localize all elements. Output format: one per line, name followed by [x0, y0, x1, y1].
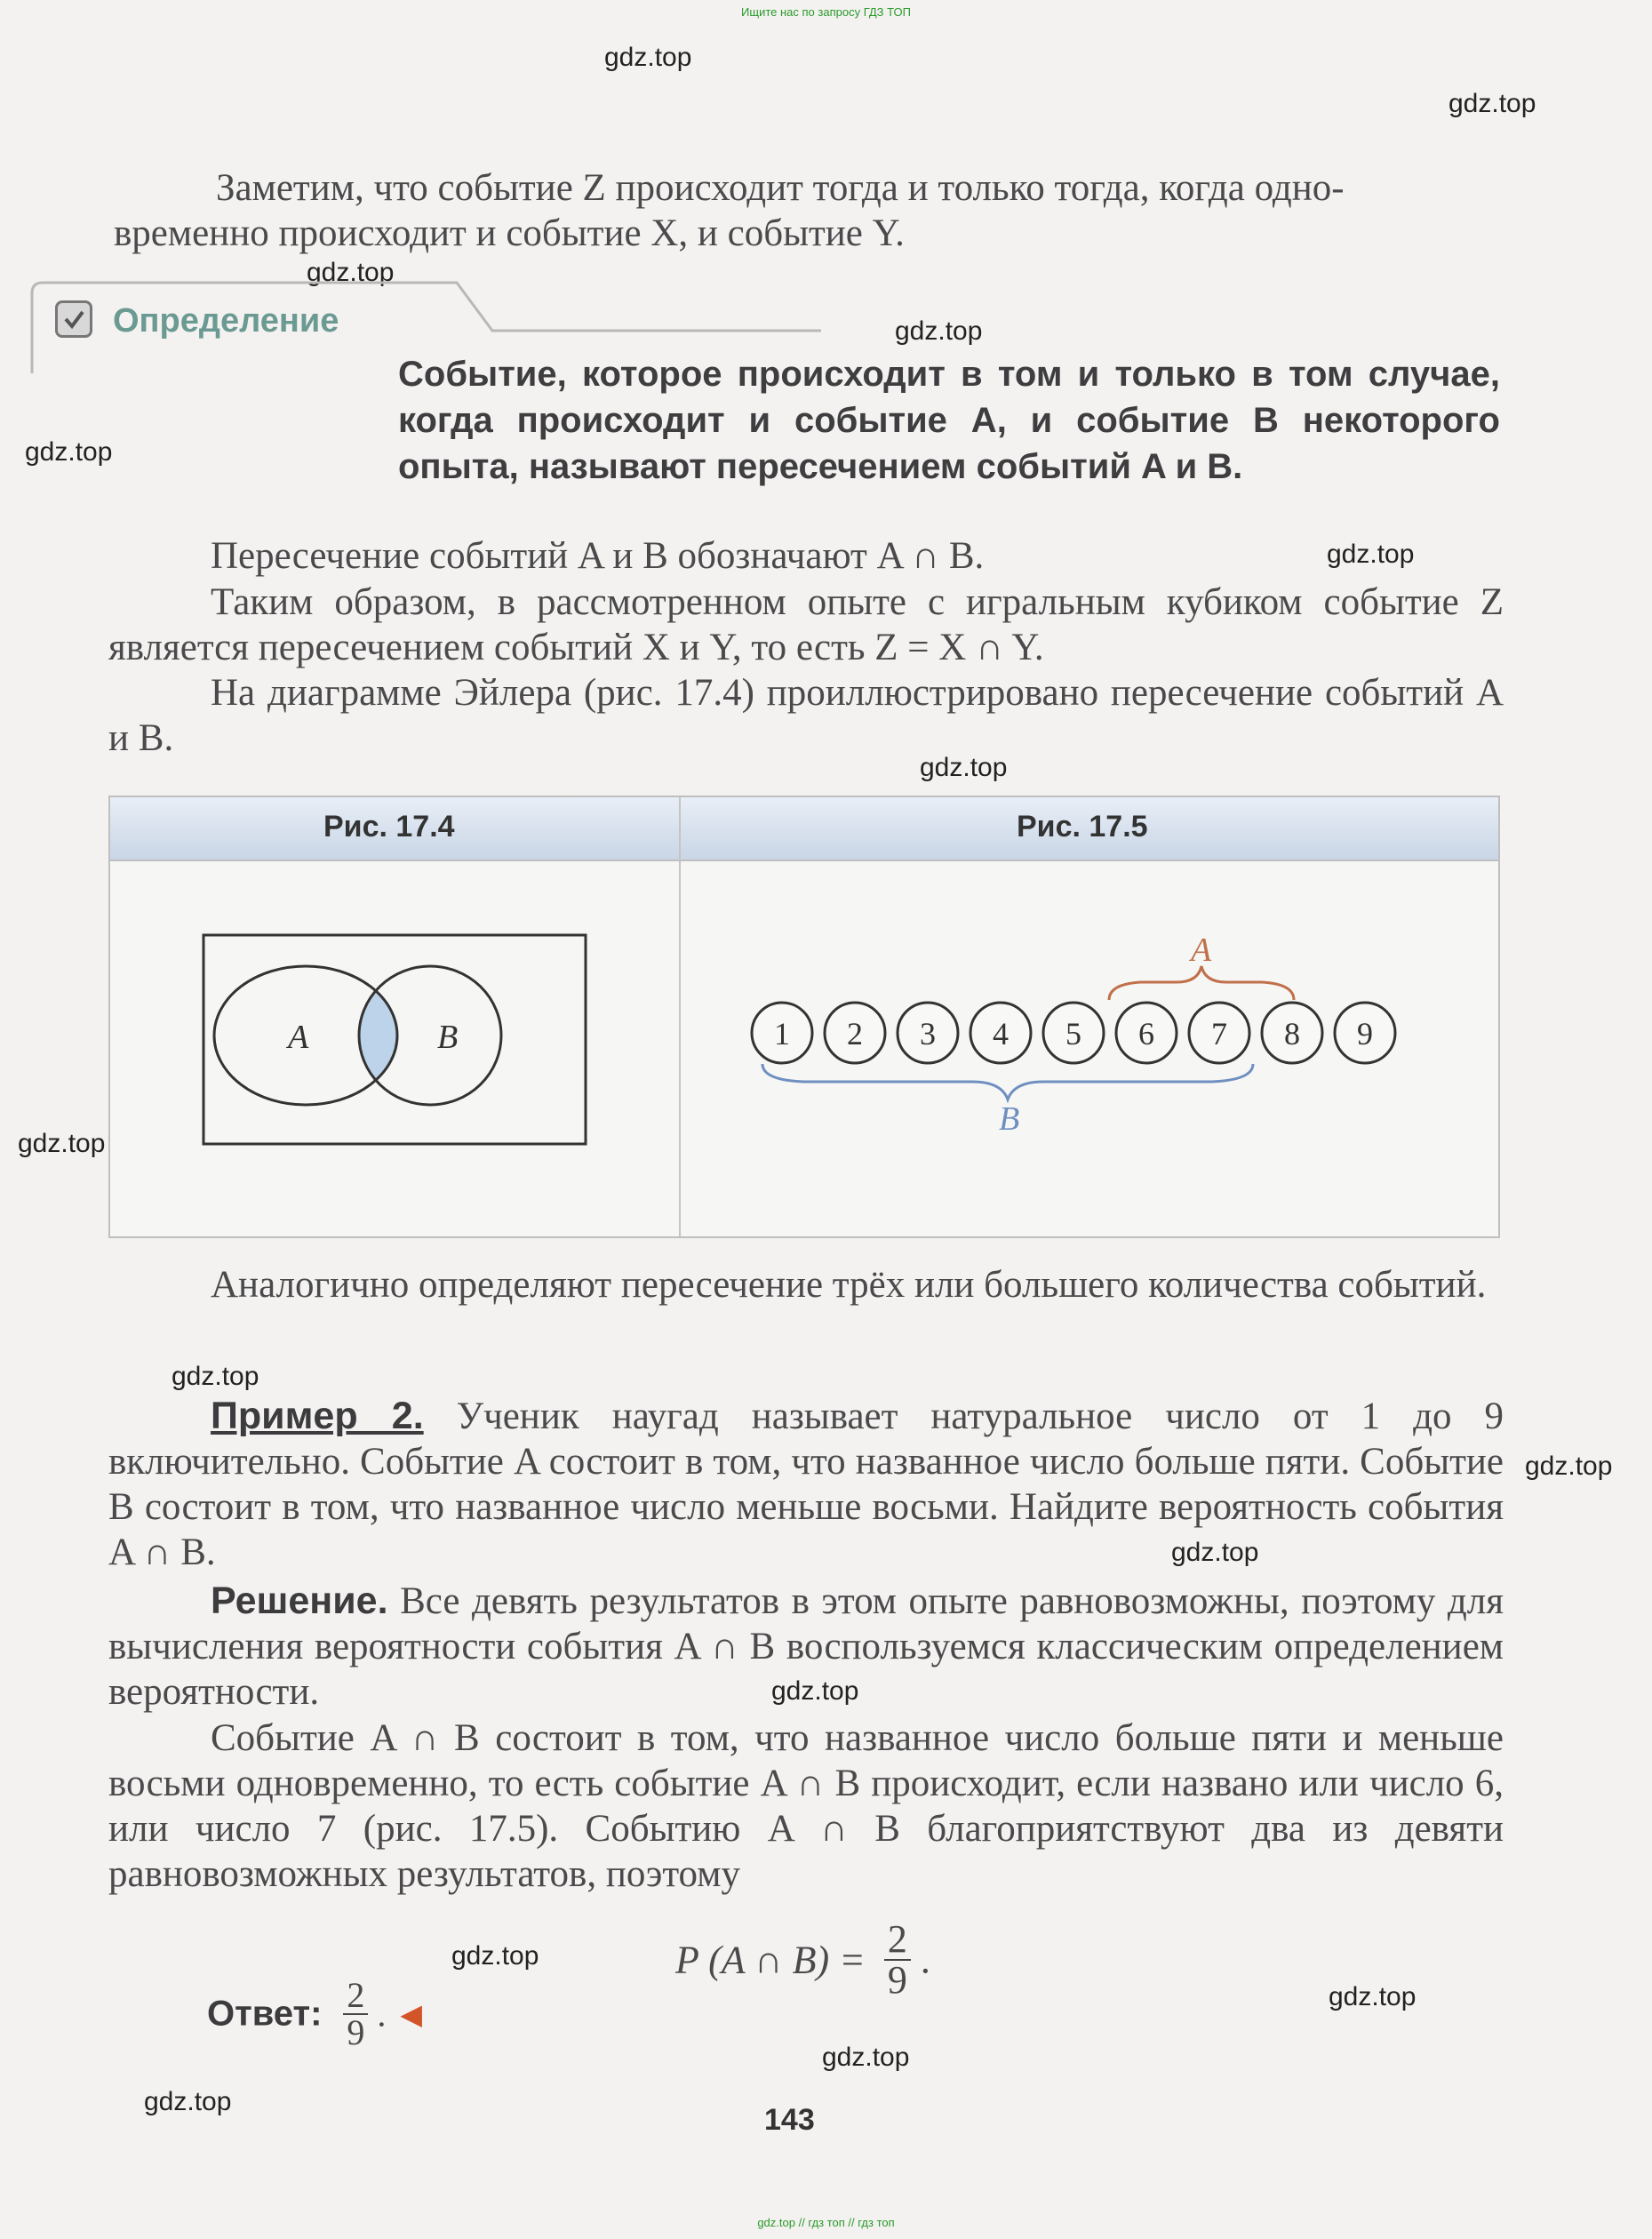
page-number: 143: [764, 2103, 815, 2137]
end-marker-icon: ◀: [400, 1998, 423, 2030]
example-text: Ученик наугад называет натуральное число от 1 до 9 включительно. Событие A состоит в том, что названное число больше пяти. Событие B состоит в том, что названное число меньше восьми. Найдите вероятность события A ∩ B.: [108, 1395, 1504, 1573]
table-header: [110, 797, 1498, 861]
watermark: gdz.top: [1329, 1982, 1417, 2011]
answer: Ответ: $\frac{2}{9}$ . ◀: [207, 1975, 423, 2052]
watermark: gdz.top: [822, 2043, 910, 2072]
answer-numerator: 2: [343, 1978, 368, 2015]
number-label: 1: [774, 1016, 790, 1052]
answer-label: Ответ:: [207, 1994, 323, 2034]
formula: P (A ∩ B) = $\frac{2}{9}$ .: [675, 1917, 930, 2002]
definition-text: Событие, которое происходит в том и только в том случае, когда происходит и событие A, и событие B некоторого опыта, называют пересечением событий A и B.: [398, 355, 1500, 486]
figure-17-5-title: Рис. 17.5: [1017, 810, 1148, 844]
watermark: gdz.top: [18, 1129, 106, 1158]
number-label: 9: [1357, 1016, 1373, 1052]
figures-table: [108, 796, 1500, 1238]
brace-b-label: B: [999, 1100, 1020, 1138]
number-label: 3: [920, 1016, 936, 1052]
paragraph-euler: На диаграмме Эйлера (рис. 17.4) проиллюстрировано пересечение событий A и B.: [108, 672, 1504, 759]
watermark: gdz.top: [25, 437, 113, 467]
number-label: 6: [1138, 1016, 1154, 1052]
paragraph-intro: [114, 165, 1509, 256]
brace-a: [1109, 966, 1294, 1000]
number-label: 2: [847, 1016, 863, 1052]
watermark: gdz.top: [1448, 89, 1536, 118]
formula-denominator: 9: [887, 1958, 907, 2002]
watermark: gdz.top: [604, 43, 692, 72]
table-divider: [679, 797, 681, 1236]
set-a-label: A: [288, 1019, 309, 1056]
watermark: gdz.top: [1171, 1538, 1259, 1567]
answer-fraction: [343, 1975, 368, 2052]
numbers-diagram: [750, 904, 1461, 1138]
formula-numerator: 2: [884, 1920, 911, 1961]
paragraph-intersection: Событие A ∩ B состоит в том, что названное число больше пяти и меньше восьми одновременно, то есть событие A ∩ B происходит, если названо или число 6, или число 7 (рис. 17.5). Событию A ∩ B благоприятствуют два из девяти равновозможных результатов, поэтому: [108, 1717, 1504, 1895]
solution-text: Все девять результатов в этом опыте равновозможны, поэтому для вычисления вероятности события A ∩ B воспользуемся классическим определением вероятности.: [108, 1580, 1504, 1713]
number-label: 5: [1065, 1016, 1081, 1052]
watermark: gdz.top: [307, 258, 395, 287]
formula-lhs: P (A ∩ B) =: [675, 1938, 866, 1982]
example-paragraph: [108, 1394, 1504, 1575]
figure-17-4-title: Рис. 17.4: [323, 810, 455, 844]
watermark: gdz.top: [771, 1676, 859, 1706]
checkmark-icon: [55, 300, 92, 338]
watermark: gdz.top: [920, 753, 1008, 782]
paragraph-three-events: Аналогично определяют пересечение трёх или большего количества событий.: [211, 1264, 1487, 1306]
number-label: 8: [1284, 1016, 1300, 1052]
watermark: gdz.top: [1327, 540, 1415, 569]
definition-title: Определение: [113, 302, 339, 340]
brace-a-label: A: [1191, 932, 1212, 969]
solution-label: Решение.: [211, 1579, 388, 1622]
formula-fraction: [884, 1917, 911, 2002]
watermark: gdz.top: [451, 1941, 539, 1971]
number-label: 7: [1211, 1016, 1227, 1052]
paragraph-notation: Пересечение событий A и B обозначают A ∩ B.: [211, 535, 985, 577]
example-label: Пример 2.: [211, 1395, 424, 1437]
brace-b: [762, 1064, 1253, 1100]
watermark: gdz.top: [1525, 1451, 1613, 1481]
paragraph-line: временно происходит и событие X, и событие Y.: [114, 212, 905, 254]
paragraph-line: Заметим, что событие Z происходит тогда и только тогда, когда одно-: [216, 167, 1345, 209]
set-b-label: B: [437, 1019, 459, 1056]
watermark: gdz.top: [172, 1362, 259, 1391]
venn-diagram: [199, 931, 590, 1153]
solution-paragraph: [108, 1579, 1504, 1715]
watermark: gdz.top: [895, 316, 983, 346]
footer-note: gdz.top // гдз топ // гдз топ: [757, 2216, 895, 2229]
paragraph-dice: Таким образом, в рассмотренном опыте с игральным кубиком событие Z является пересечением событий X и Y, то есть Z = X ∩ Y.: [108, 581, 1504, 668]
answer-denominator: 9: [347, 2012, 365, 2052]
watermark: gdz.top: [144, 2087, 232, 2116]
header-note: Ищите нас по запросу ГДЗ ТОП: [741, 5, 911, 19]
number-label: 4: [993, 1016, 1009, 1052]
